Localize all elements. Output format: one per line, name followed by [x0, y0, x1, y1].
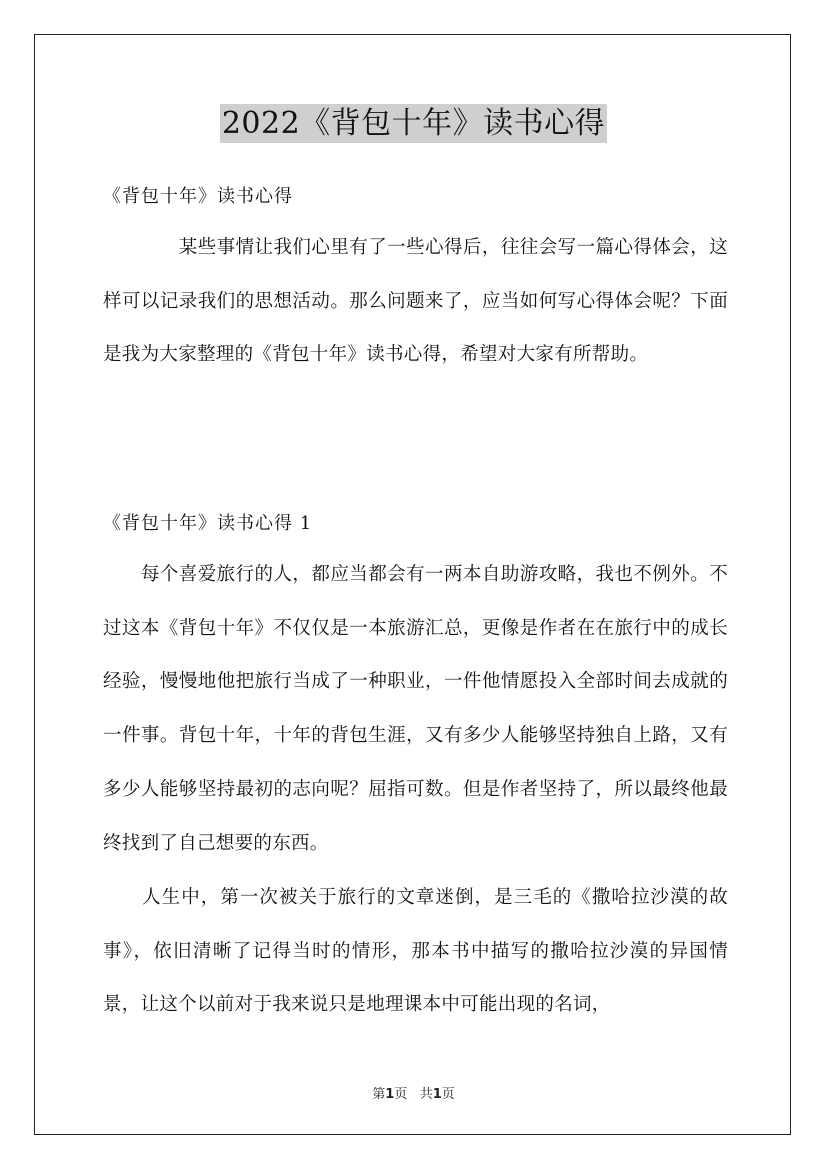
intro-paragraph: 某些事情让我们心里有了一些心得后，往往会写一篇心得体会，这样可以记录我们的思想活动。那么问题来了，应当如何写心得体会呢？下面是我为大家整理的《背包十年》读书心得，希望对大家有所帮助。 — [103, 237, 728, 366]
body-paragraph-2: 人生中，第一次被关于旅行的文章迷倒，是三毛的《撒哈拉沙漠的故事》，依旧清晰了记得当时的情形，那本书中描写的撒哈拉沙漠的异国情景，让这个以前对于我来说只是地理课本中可能出现的名词， — [103, 887, 728, 1016]
document-subtitle: 《背包十年》读书心得 — [103, 186, 293, 207]
document-title-container — [0, 98, 827, 142]
page-footer — [0, 1083, 827, 1102]
document-title: 2022《背包十年》读书心得 — [221, 106, 606, 141]
section-heading: 《背包十年》读书心得 1 — [103, 513, 313, 534]
footer-page-number: 1 — [385, 1087, 395, 1102]
footer-total-suffix: 页 — [441, 1087, 455, 1102]
footer-total-prefix: 共 — [419, 1087, 433, 1102]
footer-page-prefix: 第 — [372, 1087, 386, 1102]
body-paragraph-1: 每个喜爱旅行的人，都应当都会有一两本自助游攻略，我也不例外。不过这本《背包十年》不仅仅是一本旅游汇总，更像是作者在在旅行中的成长经验，慢慢地他把旅行当成了一种职业，一件他情愿投入全部时间去成就的一件事。背包十年，十年的背包生涯，又有多少人能够坚持独自上路，又有多少人能够坚持最初的志向呢？屈指可数。但是作者坚持了，所以最终他最终找到了自己想要的东西。 — [103, 564, 728, 854]
footer-total-number: 1 — [432, 1087, 442, 1102]
footer-page-suffix: 页 — [394, 1087, 408, 1102]
